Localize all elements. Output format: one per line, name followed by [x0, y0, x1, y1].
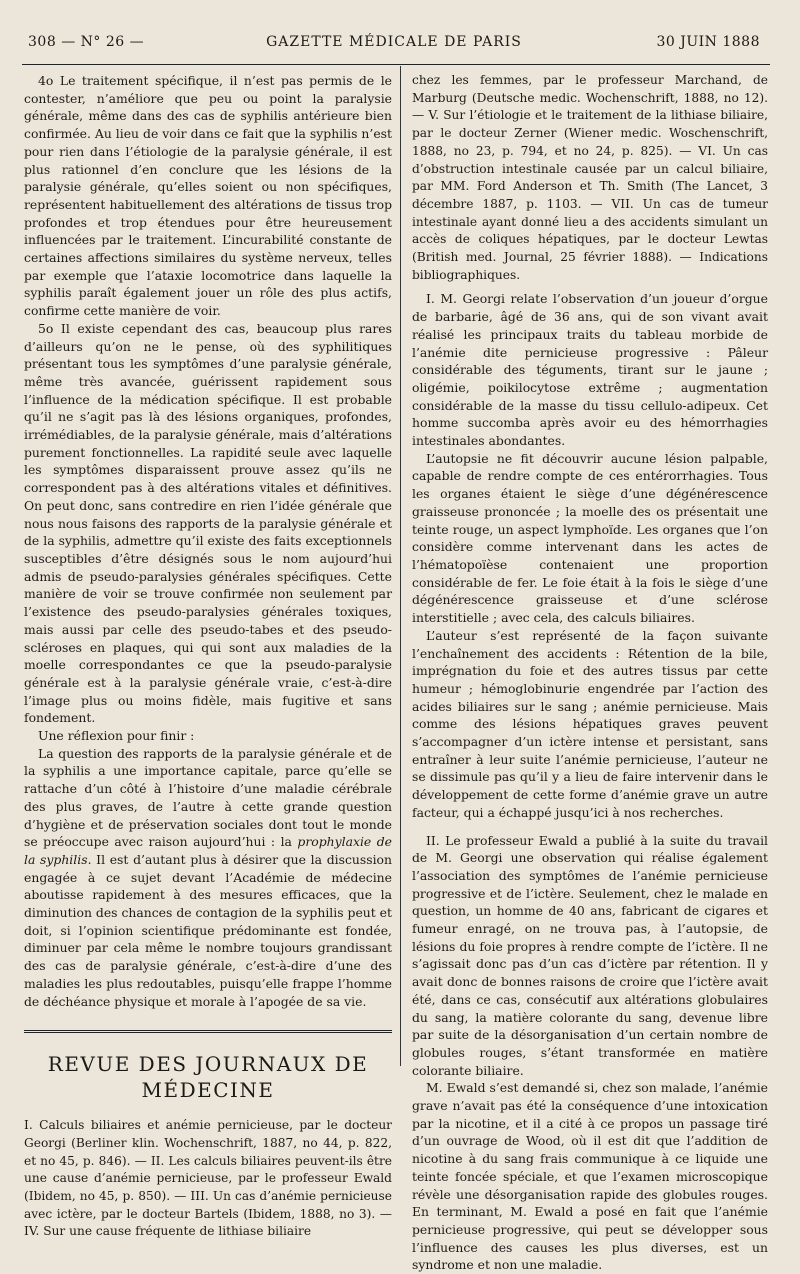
paragraph-4: 4o Le traitement spécifique, il n’est pas permis de le contester, n’améliore que peu ou point la paralysie générale, même dans des cas de syphilis antérieure bien confirmée. Au lieu de voir dans ce fait que la syphilis n’est pour rien dans l’étiologie de la paralysie générale, il est plus rationnel d’en conclure que les lésions de la paralysie générale, qu’elles soient ou non spécifiques, représentent habituellement des altérations de tissus trop profondes et trop étendues pour être heureusement influencées par le traitement. L’incurabilité constante de certaines affections similaires du système nerveux, telles par exemple que l’ataxie locomotrice dans laquelle la syphilis paraît également jouer un rôle des plus actifs, confirme cette manière de voir. [24, 73, 392, 319]
references-continued [412, 72, 768, 284]
journal-title: GAZETTE MÉDICALE DE PARIS [266, 34, 522, 50]
paragraph-georgi: I. M. Georgi relate l’observation d’un joueur d’orgue de barbarie, âgé de 36 ans, qui de son vivant avait réalisé les principaux traits du tableau morbide de l’anémie dite pernicieuse progressive : Pâleur considérable des téguments, tirant sur le jaune ; oligémie, poikilocytose extrême ; augmentation considérable de la masse du tissu cellulo-adipeux. Cet homme succomba après avoir eu des hémorrhagies intestinales abondantes. [412, 291, 768, 449]
paragraph-ewald: II. Le professeur Ewald a publié à la suite du travail de M. Georgi une observation qui réalise également l’association des symptômes de l’anémie pernicieuse progressive et de l’ictère. Seulement, chez le malade en question, un homme de 40 ans, fabricant de cigares et fumeur enragé, on ne trouva pas, à l’autopsie, de lésions du foie propres à rendre compte de l’ictère. Il ne s’agissait donc pas d’un cas d’ictère par rétention. Il y avait donc de bonnes raisons de croire que l’ictère avait été, dans ce cas, consécutif aux altérations globulaires du sang, la matière colorante du sang, devenue libre par suite de la désorganisation d’un certain nombre de globules rouges, s’étant transformée en matière colorante biliaire. [412, 832, 768, 1078]
header-rule [22, 64, 770, 65]
issue-number: — N° 26 — [61, 34, 145, 50]
issue-date: 30 JUIN 1888 [656, 34, 760, 50]
paragraph-reflexion: Une réflexion pour finir : [38, 728, 195, 744]
section-divider [24, 1030, 392, 1033]
paragraph-autopsie: L’autopsie ne fit découvrir aucune lésion palpable, capable de rendre compte de ces entérorrhagies. Tous les organes étaient le siège d’une dégénérescence graisseuse prononcée ; la moelle des os présentait une teinte rouge, un aspect lymphoïde. Les organes que l’on considère comme intervenant dans les actes de l’hématopoïèse contenaient une proportion considérable de fer. Le foie était à la fois le siège d’une dégénérescence graisseuse et d’une sclérose interstitielle ; avec cela, des calculs biliaires. [412, 450, 768, 626]
paragraph-final: La question des rapports de la paralysie générale et de la syphilis a une importance capitale, parce qu’elle se rattache d’un côté à l’histoire d’une maladie cérébrale des plus graves, de l’autre à cette grande question d’hygiène et de préservation sociales dont tout le monde se préoccupe avec raison aujourd’hui : la prophylaxie de la syphilis. Il est d’autant plus à désirer que la discussion engagée à ce sujet devant l’Académie de médecine aboutisse rapidement à des mesures efficaces, que la diminution des chances de contagion de la syphilis peut et doit, si l’opinion scientifique prédominante est fondée, diminuer par cela même le nombre toujours grandissant des cas de paralysie générale, c’est-à-dire d’une des maladies les plus redoutables, puisqu’elle frappe l’homme de déchéance physique et morale à l’apogée de sa vie. [24, 745, 392, 1009]
references-continued-text: chez les femmes, par le professeur Marchand, de Marburg (Deutsche medic. Wochenschrift, 1888, no 12). — V. Sur l’étiologie et le traitement de la lithiase biliaire, par le docteur Zerner (Wiener medic. Woschenschrift, 1888, no 23, p. 794, et no 24, p. 825). — VI. Un cas d’obstruction intestinale causée par un calcul biliaire, par MM. Ford Anderson et Th. Smith (The Lancet, 3 décembre 1887, p. 1103. — VII. Un cas de tumeur intestinale ayant donné lieu a des accidents simulant un accès de coliques hépatiques, par le docteur Lewtas (British med. Journal, 25 février 1888). — Indications bibliographiques. [412, 73, 768, 282]
references-text: I. Calculs biliaires et anémie pernicieuse, par le docteur Georgi (Berliner klin. Wochenschrift, 1887, no 44, p. 822, et no 45, p. 846). — II. Les calculs biliaires peuvent-ils être une cause d’anémie pernicieuse, par le professeur Ewald (Ibidem, no 45, p. 850). — III. Un cas d’anémie pernicieuse avec ictère, par le docteur Bartels (Ibidem, 1888, no 3). —IV. Sur une cause fréquente de lithiase biliaire [24, 1118, 392, 1239]
page-number: 308 [28, 34, 57, 50]
paragraph-ewald-2: M. Ewald s’est demandé si, chez son malade, l’anémie grave n’avait pas été la conséquence d’une intoxication par la nicotine, et il a cité à ce propos un passage tiré d’un ouvrage de Wood, où il est dit que l’addition de nicotine à du sang frais communique à ce liquide une teinte foncée spéciale, et que l’examen microscopique révèle une désorganisation rapide des globules rouges. En terminant, M. Ewald a posé en fait que l’anémie pernicieuse progressive, qui peut se développer sous l’influence des causes les plus diverses, est un syndrome et non une maladie. [412, 1080, 768, 1273]
left-column [24, 72, 392, 1241]
paragraph-5: 5o Il existe cependant des cas, beaucoup plus rares d’ailleurs qu’on ne le pense, où des syphilitiques présentant tous les symptômes d’une paralysie générale, même très avancée, guérissent rapidement sous l’influence de la médication spécifique. Il est probable qu’il ne s’agit pas là des lésions organiques, profondes, irrémédiables, de la paralysie générale, mais d’altérations purement fonctionnelles. La rapidité seule avec laquelle les symptômes disparaissent prouve assez qu’ils ne correspondent pas à des altérations vitales et définitives. On peut donc, sans contredire en rien l’idée générale que nous nous faisons des rapports de la paralysie générale et de la syphilis, admettre qu’il existe des faits exceptionnels susceptibles d’être désignés sous le nom aujourd’hui admis de pseudo-paralysies générales spécifiques. Cette manière de voir se trouve confirmée non seulement par l’existence des pseudo-paralysies générales toxiques, mais aussi par celle des pseudo-tabes et des pseudo-scléroses en plaques, qui qui sont aux maladies de la moelle correspondantes ce que la pseudo-paralysie générale est à la paralysie générale vraie, c’est-à-dire l’image plus ou moins fidèle, mais fugitive et sans fondement. [24, 320, 392, 726]
references-block [24, 1117, 392, 1241]
paragraph-auteur: L’auteur s’est représenté de la façon suivante l’enchaînement des accidents : Rétention de la bile, imprégnation du foie et des autres tissus par cette humeur ; hémoglobinurie engendrée par l’action des acides biliaires sur le sang ; anémie pernicieuse. Mais comme des lésions hépatiques graves peuvent s’accompagner d’un ictère intense et persistant, sans entraîner à leur suite l’anémie pernicieuse, l’auteur ne se dissimule pas qu’il y a lieu de faire intervenir dans le développement de cette forme d’anémie grave un autre facteur, qui a échappé jusqu’ici à nos recherches. [412, 627, 768, 820]
right-column [412, 72, 768, 1274]
section-title: REVUE DES JOURNAUX DE MÉDECINE [47, 1052, 369, 1103]
spacer [412, 822, 768, 832]
column-divider [400, 66, 401, 1066]
page-header [28, 34, 760, 56]
